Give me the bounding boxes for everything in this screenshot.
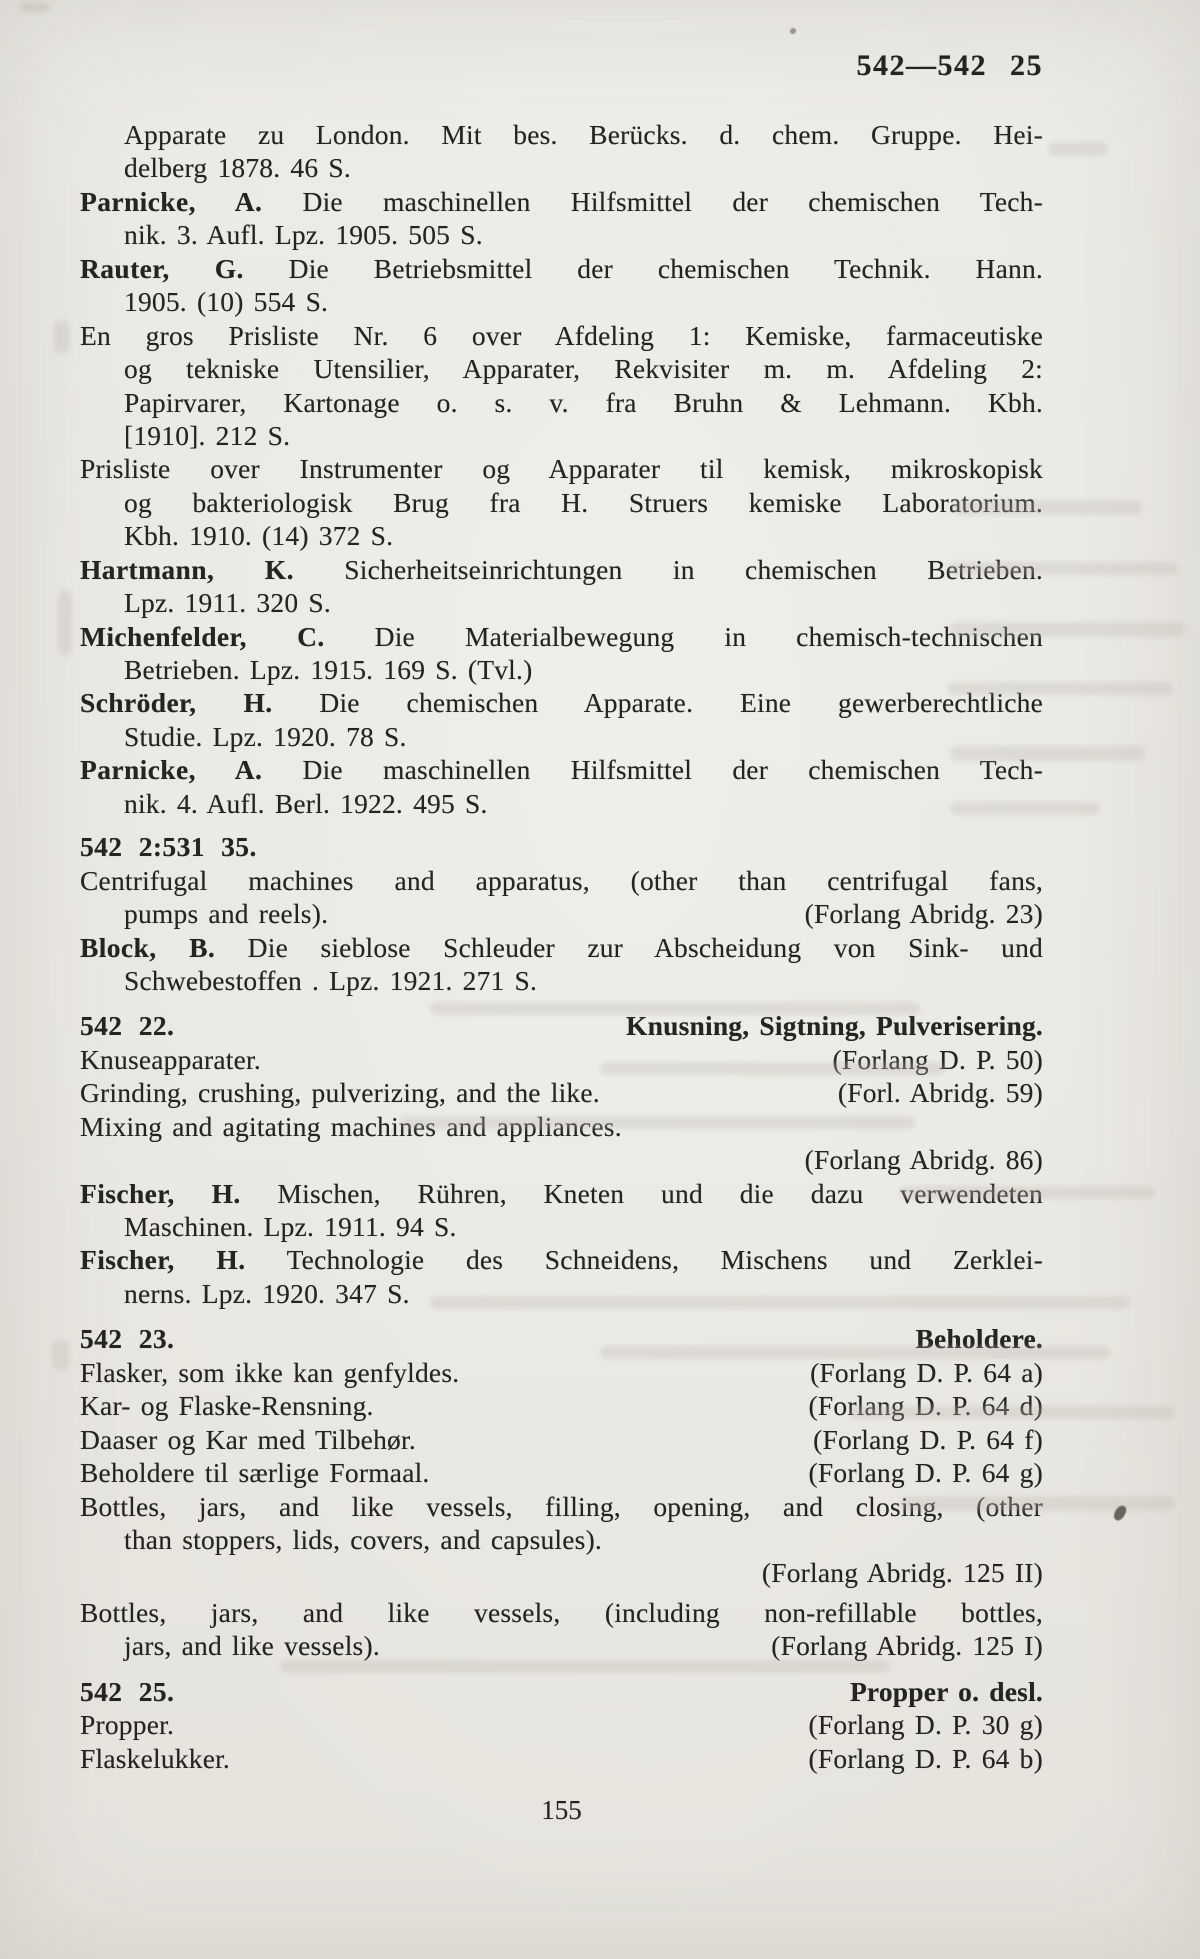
entry-text: Die maschinellen Hilfsmittel der chemischen Tech- xyxy=(262,185,1043,217)
entry-line xyxy=(80,1742,1043,1775)
entry-line xyxy=(80,1177,1043,1210)
entry-line xyxy=(80,285,1043,318)
bleed-artifact xyxy=(900,1186,1155,1199)
bleed-artifact xyxy=(1048,142,1108,156)
entry-line xyxy=(80,586,1043,619)
entry-line xyxy=(80,185,1043,218)
entry-line xyxy=(80,620,1043,653)
entry-text: than stoppers, lids, covers, and capsules). xyxy=(124,1523,603,1555)
reference-label: (Forlang D. P. 64 d) xyxy=(808,1390,1043,1422)
entry-text: Die Betriebsmittel der chemischen Technik. Hann. xyxy=(243,252,1043,284)
bleed-artifact xyxy=(600,1062,945,1075)
entry-text: Daaser og Kar med Tilbehør. xyxy=(80,1423,416,1455)
reference-note xyxy=(80,1143,1043,1176)
entry-line xyxy=(80,1456,1043,1489)
entry-line xyxy=(80,1076,1043,1109)
entry-line xyxy=(80,419,1043,452)
entry-line xyxy=(80,519,1043,552)
entry-text: delberg 1878. 46 S. xyxy=(124,152,351,184)
entry-line xyxy=(80,252,1043,285)
entry-text: Maschinen. Lpz. 1911. 94 S. xyxy=(124,1211,457,1242)
entry-line xyxy=(80,1210,1043,1243)
running-header: 542—542 25 xyxy=(856,49,1043,82)
author-name: Fischer, H. xyxy=(80,1244,246,1276)
bleed-artifact xyxy=(850,1406,1175,1419)
entry-line xyxy=(80,319,1043,352)
reference-label: (Forlang D. P. 64 a) xyxy=(810,1356,1043,1388)
section-title: Propper o. desl. xyxy=(849,1675,1043,1707)
bleed-artifact xyxy=(948,562,1178,575)
entry-line xyxy=(80,352,1043,385)
bleed-artifact xyxy=(950,622,1185,637)
entry-text: Centrifugal machines and apparatus, (other than centrifugal fans, xyxy=(80,864,1043,896)
entry-line xyxy=(80,151,1043,184)
reference-label: (Forlang D. P. 50) xyxy=(832,1043,1043,1075)
entry-text: En gros Prisliste Nr. 6 over Afdeling 1: Kemiske, farmaceutiske xyxy=(80,319,1043,351)
entry-line xyxy=(80,1356,1043,1389)
entry-text: Beholdere til særlige Formaal. xyxy=(80,1457,430,1489)
entry-line xyxy=(80,931,1043,964)
text-block xyxy=(80,118,1043,1775)
entry-text: Knuseapparater. xyxy=(80,1043,261,1075)
entry-text: Grinding, crushing, pulverizing, and the like. xyxy=(80,1077,600,1109)
entry-text: Kar- og Flaske-Rensning. xyxy=(80,1390,374,1422)
entry-text: pumps and reels). xyxy=(124,898,329,930)
entry-text: og bakteriologisk Brug fra H. Struers kemiske Laboratorium. xyxy=(124,486,1043,518)
entry-text: Schwebestoffen . Lpz. 1921. 271 S. xyxy=(124,964,538,996)
reference-label: (Forlang D. P. 64 g) xyxy=(808,1457,1043,1489)
reference-label: (Forlang D. P. 64 f) xyxy=(813,1423,1043,1455)
author-name: Schröder, H. xyxy=(80,687,273,719)
entry-line xyxy=(80,964,1043,997)
bleed-artifact xyxy=(900,1496,1175,1511)
author-name: Block, B. xyxy=(80,931,216,963)
entry-line xyxy=(80,553,1043,586)
entry-line xyxy=(80,1423,1043,1456)
bleed-artifact xyxy=(430,1002,920,1015)
entry-text: Die chemischen Apparate. Eine gewerberechtliche xyxy=(272,687,1043,719)
bleed-artifact xyxy=(600,1346,1110,1359)
section-heading xyxy=(80,1675,1043,1708)
reference-label: (Forlang D. P. 30 g) xyxy=(808,1709,1043,1741)
section-number: 542 2:531 35. xyxy=(80,831,257,863)
section-title: Knusning, Sigtning, Pulverisering. xyxy=(626,1010,1043,1042)
entry-text: Lpz. 1911. 320 S. xyxy=(124,587,331,619)
bleed-artifact xyxy=(950,802,1100,815)
reference-label: (Forlang Abridg. 23) xyxy=(804,898,1043,930)
entry-line xyxy=(80,452,1043,485)
entry-line xyxy=(80,1629,1043,1662)
entry-line xyxy=(80,1523,1043,1556)
section-number: 542 23. xyxy=(80,1323,175,1355)
entry-line xyxy=(80,864,1043,897)
reference-label: (Forl. Abridg. 59) xyxy=(837,1077,1043,1109)
entry-text: Die sieblose Schleuder zur Abscheidung von Sink- und xyxy=(215,931,1043,963)
bleed-artifact xyxy=(948,682,1173,695)
entry-text: Die maschinellen Hilfsmittel der chemischen Tech- xyxy=(262,754,1043,786)
entry-text: Prisliste over Instrumenter og Apparater til kemisk, mikroskopisk xyxy=(80,453,1043,485)
bleed-artifact xyxy=(950,746,1145,761)
entry-text: jars, and like vessels). xyxy=(124,1630,380,1662)
bleed-artifact xyxy=(400,1116,915,1129)
reference-note xyxy=(80,1556,1043,1589)
entry-text: Kbh. 1910. (14) 372 S. xyxy=(124,520,394,552)
section-number: 542 25. xyxy=(80,1675,175,1707)
entry-line xyxy=(80,720,1043,753)
section-heading xyxy=(80,830,1043,863)
entry-line xyxy=(80,486,1043,519)
entry-line xyxy=(80,1243,1043,1276)
entry-text: Bottles, jars, and like vessels, (including non-refillable bottles, xyxy=(80,1596,1043,1628)
entry-text: nerns. Lpz. 1920. 347 S. xyxy=(124,1277,410,1309)
entry-line xyxy=(80,1708,1043,1741)
entry-text: Sicherheitseinrichtungen in chemischen Betrieben. xyxy=(293,553,1043,585)
entry-line xyxy=(80,1490,1043,1523)
entry-text: Propper. xyxy=(80,1709,175,1741)
ink-speck xyxy=(790,28,796,34)
bleed-artifact xyxy=(952,500,1142,515)
bleed-artifact xyxy=(52,1340,70,1370)
entry-line xyxy=(80,787,1043,820)
author-name: Fischer, H. xyxy=(80,1177,241,1209)
entry-text: [1910]. 212 S. xyxy=(124,419,291,451)
author-name: Michenfelder, C. xyxy=(80,620,325,652)
entry-line xyxy=(80,218,1043,251)
reference-label: (Forlang Abridg. 125 I) xyxy=(771,1630,1043,1662)
section-number: 542 22. xyxy=(80,1010,175,1042)
bleed-artifact xyxy=(430,1296,1130,1309)
page-number: 155 xyxy=(541,1795,582,1825)
reference-label: (Forlang D. P. 64 b) xyxy=(808,1742,1043,1774)
entry-text: Mischen, Rühren, Kneten und die dazu verwendeten xyxy=(240,1177,1043,1209)
entry-text: Mixing and agitating machines and appliances. xyxy=(80,1110,622,1142)
entry-line xyxy=(80,653,1043,686)
entry-text: Flaskelukker. xyxy=(80,1742,231,1774)
reference-label: (Forlang Abridg. 86) xyxy=(804,1144,1043,1176)
entry-text: og tekniske Utensilier, Apparater, Rekvisiter m. m. Afdeling 2: xyxy=(124,353,1043,385)
bleed-artifact xyxy=(280,1660,890,1673)
entry-text: Die Materialbewegung in chemisch-technischen xyxy=(324,620,1043,652)
author-name: Rauter, G. xyxy=(80,252,244,284)
entry-text: nik. 3. Aufl. Lpz. 1905. 505 S. xyxy=(124,219,483,251)
entry-text: Bottles, jars, and like vessels, filling, opening, and closing, (other xyxy=(80,1490,1043,1522)
reference-label: (Forlang Abridg. 125 II) xyxy=(761,1557,1043,1589)
bleed-artifact xyxy=(54,320,70,354)
entry-line xyxy=(80,897,1043,930)
entry-line xyxy=(80,1596,1043,1629)
section-title: Beholdere. xyxy=(915,1323,1043,1355)
entry-line xyxy=(80,753,1043,786)
entry-text: Technologie des Schneidens, Mischens und Zerklei- xyxy=(245,1244,1043,1276)
entry-text: Papirvarer, Kartonage o. s. v. fra Bruhn & Lehmann. Kbh. xyxy=(124,386,1043,418)
entry-line xyxy=(80,686,1043,719)
bleed-artifact xyxy=(58,590,72,656)
entry-text: Flasker, som ikke kan genfyldes. xyxy=(80,1356,460,1388)
bleed-artifact xyxy=(20,2,50,12)
entry-line xyxy=(80,386,1043,419)
entry-text: Betrieben. Lpz. 1915. 169 S. (Tvl.) xyxy=(124,654,533,685)
entry-text: Studie. Lpz. 1920. 78 S. xyxy=(124,720,407,752)
author-name: Hartmann, K. xyxy=(80,553,294,585)
author-name: Parnicke, A. xyxy=(80,754,263,786)
entry-text: 1905. (10) 554 S. xyxy=(124,286,329,318)
entry-text: Apparate zu London. Mit bes. Berücks. d. chem. Gruppe. Hei- xyxy=(124,119,1043,150)
author-name: Parnicke, A. xyxy=(80,185,263,217)
entry-text: nik. 4. Aufl. Berl. 1922. 495 S. xyxy=(124,787,488,819)
entry-line xyxy=(80,118,1043,151)
